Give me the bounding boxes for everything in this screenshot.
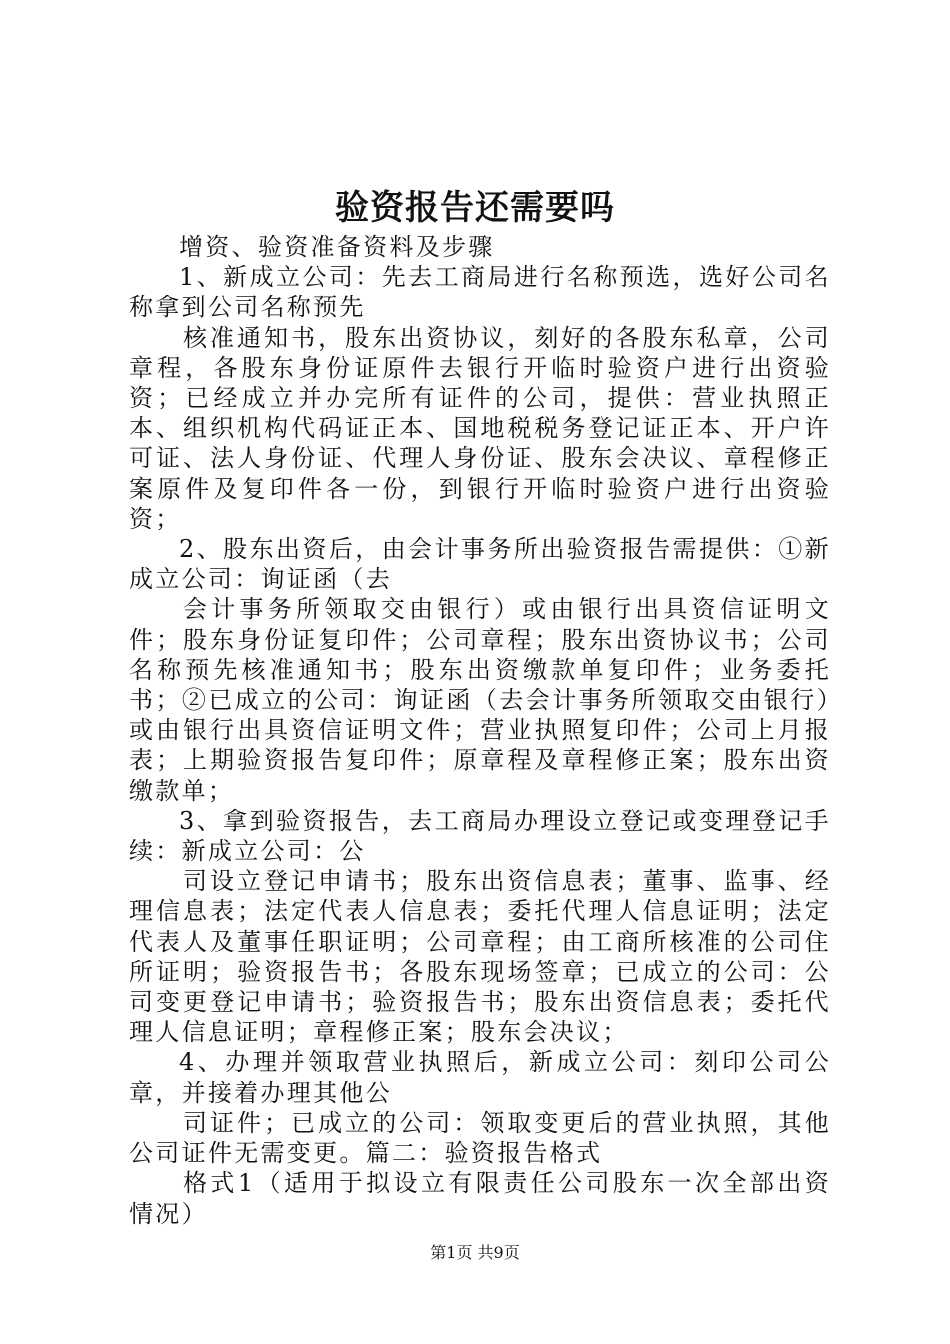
- paragraph: 增资、验资准备资料及步骤: [179, 233, 495, 261]
- paragraph: 3、拿到验资报告，去工商局办理设立登记或变理登记手续：新成立公司：公: [129, 806, 831, 866]
- page-footer: 第1页 共9页: [430, 1243, 520, 1262]
- paragraph: 司证件；已成立的公司：领取变更后的营业执照，其他公司证件无需变更。篇二：验资报告格式: [129, 1108, 831, 1168]
- paragraph: 1、新成立公司：先去工商局进行名称预选，选好公司名称拿到公司名称预先: [129, 263, 831, 322]
- paragraph: 2、股东出资后，由会计事务所出验资报告需提供：①新成立公司：询证函（去: [129, 535, 831, 594]
- paragraph: 格式1（适用于拟设立有限责任公司股东一次全部出资情况）: [129, 1169, 831, 1228]
- document-title: 验资报告还需要吗: [335, 188, 615, 228]
- paragraph: 核准通知书，股东出资协议，刻好的各股东私章，公司章程，各股东身份证原件去银行开临时验资户进行出资验资；已经成立并办完所有证件的公司，提供：营业执照正本、组织机构代码证正本、国地税税务登记证正本、开户许可证、法人身份证、代理人身份证、股东会决议、章程修正案原件及复印件各一份，到银行开临时验资户进行出资验资；: [129, 323, 831, 533]
- paragraph: 会计事务所领取交由银行）或由银行出具资信证明文件；股东身份证复印件；公司章程；股东出资协议书；公司名称预先核准通知书；股东出资缴款单复印件；业务委托书；②已成立的公司：询证函（去会计事务所领取交由银行）或由银行出具资信证明文件；营业执照复印件；公司上月报表；上期验资报告复印件；原章程及章程修正案；股东出资缴款单；: [129, 595, 831, 805]
- document-body: [129, 232, 831, 1229]
- paragraph: 司设立登记申请书；股东出资信息表；董事、监事、经理信息表；法定代表人信息表；委托代理人信息证明；法定代表人及董事任职证明；公司章程；由工商所核准的公司住所证明；验资报告书；各股东现场签章；已成立的公司：公司变更登记申请书；验资报告书；股东出资信息表；委托代理人信息证明；章程修正案；股东会决议；: [129, 867, 831, 1047]
- paragraph: 4、办理并领取营业执照后，新成立公司：刻印公司公章，并接着办理其他公: [129, 1048, 831, 1107]
